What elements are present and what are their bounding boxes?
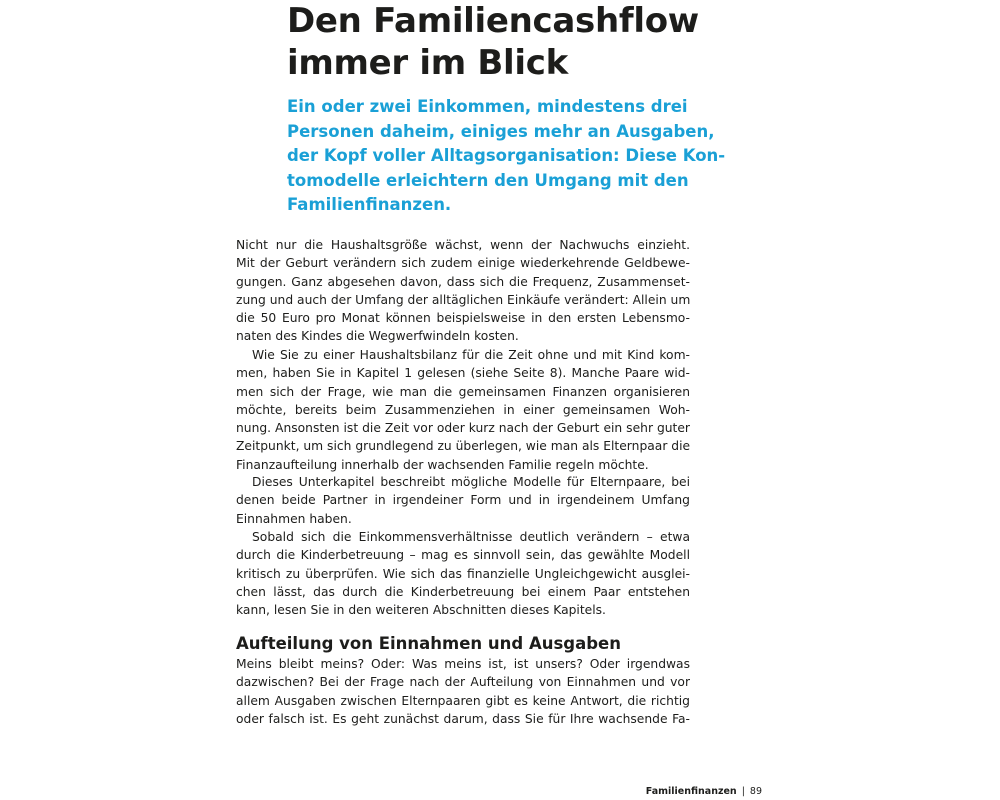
lead-line: Personen daheim, einiges mehr an Ausgaben, (287, 121, 715, 141)
body-paragraph-1 (236, 236, 690, 346)
title-line: Den Familiencashflow (287, 1, 699, 41)
text-line: Sobald sich die Einkommensverhältnisse deutlich verändern – etwa (252, 530, 690, 544)
text-line: Zeitpunkt, um sich grundlegend zu überlegen, wie man als Elternpaar die (236, 439, 690, 454)
text-line: die 50 Euro pro Monat können beispielsweise in den ersten Lebensmo- (236, 311, 690, 326)
text-line: zung und auch der Umfang der alltäglichen Einkäufe verändert: Allein um (236, 292, 690, 307)
text-line: gungen. Ganz abgesehen davon, dass sich die Frequenz, Zusammenset- (236, 274, 690, 289)
text-line: Wie Sie zu einer Haushaltsbilanz für die Zeit ohne und mit Kind kom- (252, 348, 690, 362)
text-line: allem Ausgaben zwischen Elternpaaren gibt es keine Antwort, die richtig (236, 693, 690, 708)
body-paragraph-3 (236, 473, 690, 528)
body-paragraph-4 (236, 528, 690, 619)
text-line: Meins bleibt meins? Oder: Was meins ist, ist unsers? Oder irgendwas (236, 657, 690, 671)
text-line: Dieses Unterkapitel beschreibt mögliche Modelle für Elternpaare, bei (252, 475, 690, 489)
lead-line: Familienfinanzen. (287, 195, 452, 215)
section-heading: Aufteilung von Einnahmen und Ausgaben (236, 634, 621, 653)
text-line: chen lässt, das durch die Kinderbetreuung bei einem Paar entstehen (236, 584, 690, 599)
section-paragraph (236, 655, 690, 728)
text-line: Nicht nur die Haushaltsgröße wächst, wenn der Nachwuchs einzieht. (236, 238, 690, 252)
page-title (287, 0, 717, 84)
footer-section-name: Familienfinanzen (645, 786, 737, 797)
body-paragraph-2 (236, 346, 690, 474)
lead-line: der Kopf voller Alltagsorganisation: Diese Kon- (287, 146, 726, 166)
text-line: oder falsch ist. Es geht zunächst darum, dass Sie für Ihre wachsende Fa- (236, 711, 690, 726)
lead-paragraph (287, 95, 726, 218)
text-line: durch die Kinderbetreuung – mag es sinnvoll sein, das gewählte Modell (236, 548, 690, 563)
text-line: Einnahmen haben. (236, 511, 352, 526)
lead-line: Ein oder zwei Einkommen, mindestens drei (287, 97, 688, 116)
footer-separator: | (741, 786, 745, 797)
text-line: Finanzaufteilung innerhalb der wachsenden Familie regeln möchte. (236, 457, 649, 472)
text-line: kritisch zu überprüfen. Wie sich das finanzielle Ungleichgewicht ausglei- (236, 566, 690, 581)
page-footer (646, 785, 762, 799)
text-line: denen beide Partner in irgendeiner Form und in irgendeinem Umfang (236, 493, 690, 508)
title-line: immer im Blick (287, 43, 568, 83)
text-line: möchte, bereits beim Zusammenziehen in einer gemeinsamen Woh- (236, 402, 690, 417)
text-line: nung. Ansonsten ist die Zeit vor oder kurz nach der Geburt ein sehr guter (236, 421, 690, 436)
text-line: men, haben Sie in Kapitel 1 gelesen (siehe Seite 8). Manche Paare wid- (236, 366, 690, 381)
text-line: dazwischen? Bei der Frage nach der Aufteilung von Einnahmen und vor (236, 675, 690, 690)
text-line: Mit der Geburt verändern sich zudem einige wiederkehrende Geldbewe- (236, 256, 690, 271)
text-line: kann, lesen Sie in den weiteren Abschnitten dieses Kapitels. (236, 603, 606, 618)
lead-line: tomodelle erleichtern den Umgang mit den (287, 170, 689, 190)
page-number: 89 (749, 786, 762, 797)
text-line: men sich der Frage, wie man die gemeinsamen Finanzen organisieren (236, 384, 690, 399)
text-line: naten des Kindes die Wegwerfwindeln kosten. (236, 329, 519, 344)
